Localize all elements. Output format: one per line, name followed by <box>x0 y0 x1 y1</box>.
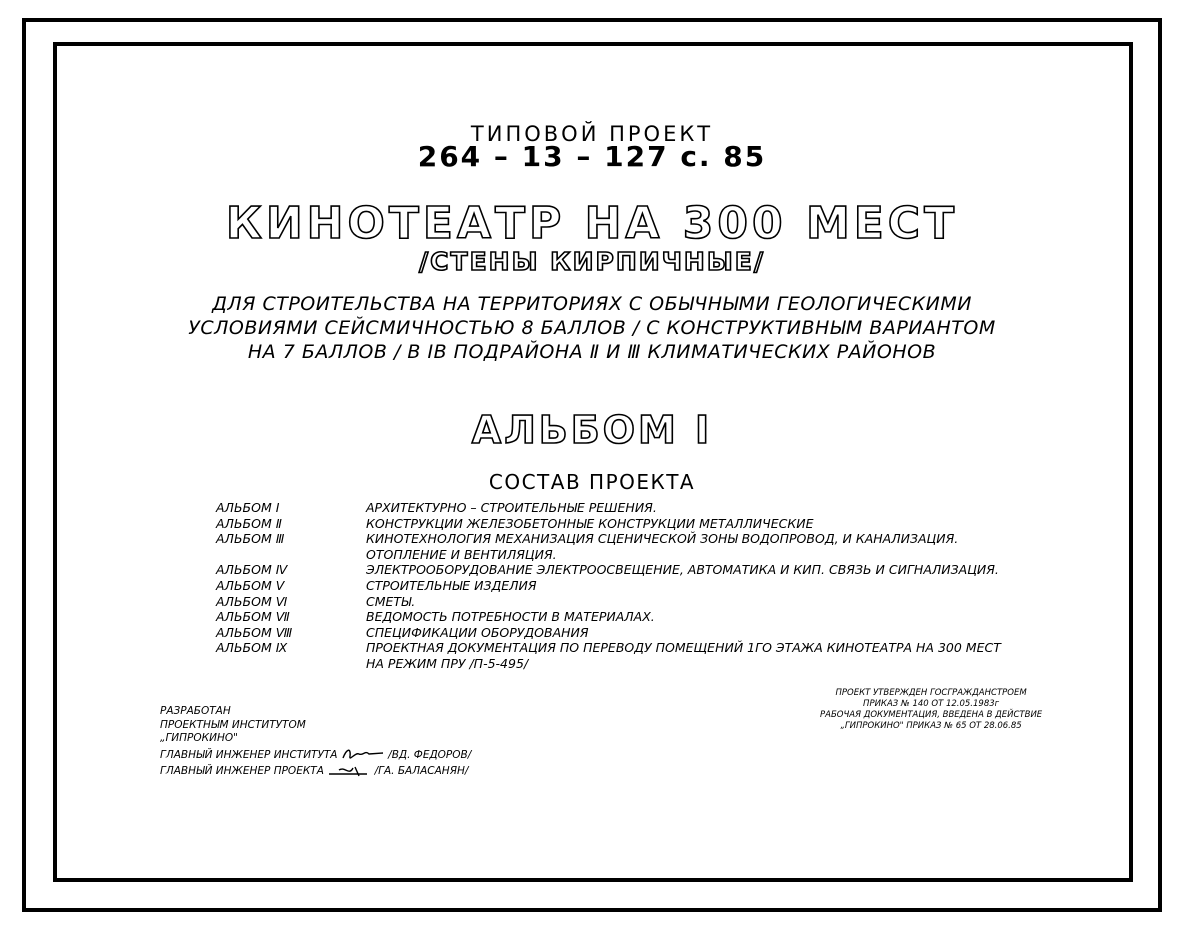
album-label: АЛЬБОМ Ⅲ <box>216 531 285 547</box>
album-label: АЛЬБОМ Ⅸ <box>216 640 288 656</box>
list-item <box>216 516 1001 532</box>
chief-institute-label: ГЛАВНЫЙ ИНЖЕНЕР ИНСТИТУТА <box>160 748 338 761</box>
album-desc: ВЕДОМОСТЬ ПОТРЕБНОСТИ В МАТЕРИАЛАХ. <box>366 609 655 625</box>
album-label: АЛЬБОМ Ⅵ <box>216 593 288 609</box>
signature-icon <box>341 746 385 764</box>
walls-subtitle: /СТЕНЫ КИРПИЧНЫЕ/ <box>419 247 765 276</box>
list-item <box>216 578 1001 594</box>
contents-heading: СОСТАВ ПРОЕКТА <box>488 470 696 494</box>
approval-line: „ГИПРОКИНО" ПРИКАЗ № 65 ОТ 28.06.85 <box>840 721 1022 731</box>
chief-project-row <box>160 764 471 779</box>
chief-institute-name: /ВД. ФЕДОРОВ/ <box>388 748 472 761</box>
album-desc: ОТОПЛЕНИЕ И ВЕНТИЛЯЦИЯ. <box>366 546 557 562</box>
page-title: КИНОТЕАТР НА 300 МЕСТ <box>225 198 959 249</box>
developer-block <box>160 705 471 778</box>
developer-line: ПРОЕКТНЫМ ИНСТИТУТОМ <box>160 718 306 731</box>
album-desc: ПРОЕКТНАЯ ДОКУМЕНТАЦИЯ ПО ПЕРЕВОДУ ПОМЕЩЕНИЙ 1ГО ЭТАЖА КИНОТЕАТРА НА 300 МЕСТ <box>366 640 1001 656</box>
album-title: АЛЬБОМ Ⅰ <box>471 408 713 452</box>
album-label <box>216 547 366 563</box>
album-label: АЛЬБОМ Ⅳ <box>216 562 288 578</box>
album-desc: КИНОТЕХНОЛОГИЯ МЕХАНИЗАЦИЯ СЦЕНИЧЕСКОЙ ЗОНЫ ВОДОПРОВОД, И КАНАЛИЗАЦИЯ. <box>366 531 959 547</box>
list-item <box>216 562 1001 578</box>
description-line: УСЛОВИЯМИ СЕЙСМИЧНОСТЬЮ 8 БАЛЛОВ / С КОНСТРУКТИВНЫМ ВАРИАНТОМ <box>188 317 996 339</box>
project-code: 264 – 13 – 127 с. 85 <box>417 140 767 173</box>
chief-project-name: /ГА. БАЛАСАНЯН/ <box>374 764 469 777</box>
approval-line: РАБОЧАЯ ДОКУМЕНТАЦИЯ, ВВЕДЕНА В ДЕЙСТВИЕ <box>820 710 1043 720</box>
description-line: НА 7 БАЛЛОВ / В ⅠВ ПОДРАЙОНА Ⅱ И Ⅲ КЛИМАТИЧЕСКИХ РАЙОНОВ <box>247 341 937 363</box>
album-desc: СПЕЦИФИКАЦИИ ОБОРУДОВАНИЯ <box>366 624 589 640</box>
list-item <box>216 531 1001 547</box>
album-label <box>216 656 366 672</box>
chief-institute-row <box>160 746 471 764</box>
list-item <box>216 500 1001 516</box>
list-item <box>216 547 1001 563</box>
signature-icon <box>327 764 371 778</box>
album-label: АЛЬБОМ Ⅴ <box>216 577 285 593</box>
album-desc: СТРОИТЕЛЬНЫЕ ИЗДЕЛИЯ <box>366 577 537 593</box>
list-item <box>216 656 1001 672</box>
list-item <box>216 594 1001 610</box>
album-label: АЛЬБОМ Ⅱ <box>216 515 282 531</box>
album-desc: СМЕТЫ. <box>366 593 416 609</box>
contents-list <box>216 500 1001 672</box>
developer-line: РАЗРАБОТАН <box>160 705 231 717</box>
approval-line: ПРИКАЗ № 140 ОТ 12.05.1983г <box>863 699 1000 709</box>
album-desc: ЭЛЕКТРООБОРУДОВАНИЕ ЭЛЕКТРООСВЕЩЕНИЕ, АВТОМАТИКА И КИП. СВЯЗЬ И СИГНАЛИЗАЦИЯ. <box>366 562 999 578</box>
list-item <box>216 609 1001 625</box>
list-item <box>216 640 1001 656</box>
album-label: АЛЬБОМ Ⅷ <box>216 624 293 640</box>
album-desc: НА РЕЖИМ ПРУ /П-5-495/ <box>366 655 529 671</box>
project-type: ТИПОВОЙ ПРОЕКТ <box>470 122 714 146</box>
album-label: АЛЬБОМ Ⅶ <box>216 609 290 625</box>
approval-line: ПРОЕКТ УТВЕРЖДЕН ГОСГРАЖДАНСТРОЕМ <box>835 688 1027 698</box>
album-label: АЛЬБОМ Ⅰ <box>216 500 280 515</box>
description-line: ДЛЯ СТРОИТЕЛЬСТВА НА ТЕРРИТОРИЯХ С ОБЫЧНЫМИ ГЕОЛОГИЧЕСКИМИ <box>212 293 972 315</box>
developer-line: „ГИПРОКИНО" <box>160 732 238 744</box>
list-item <box>216 625 1001 641</box>
album-desc: КОНСТРУКЦИИ ЖЕЛЕЗОБЕТОННЫЕ КОНСТРУКЦИИ МЕТАЛЛИЧЕСКИЕ <box>366 515 814 531</box>
chief-project-label: ГЛАВНЫЙ ИНЖЕНЕР ПРОЕКТА <box>160 764 324 777</box>
approval-note <box>820 688 1042 732</box>
album-desc: АРХИТЕКТУРНО – СТРОИТЕЛЬНЫЕ РЕШЕНИЯ. <box>366 500 657 515</box>
